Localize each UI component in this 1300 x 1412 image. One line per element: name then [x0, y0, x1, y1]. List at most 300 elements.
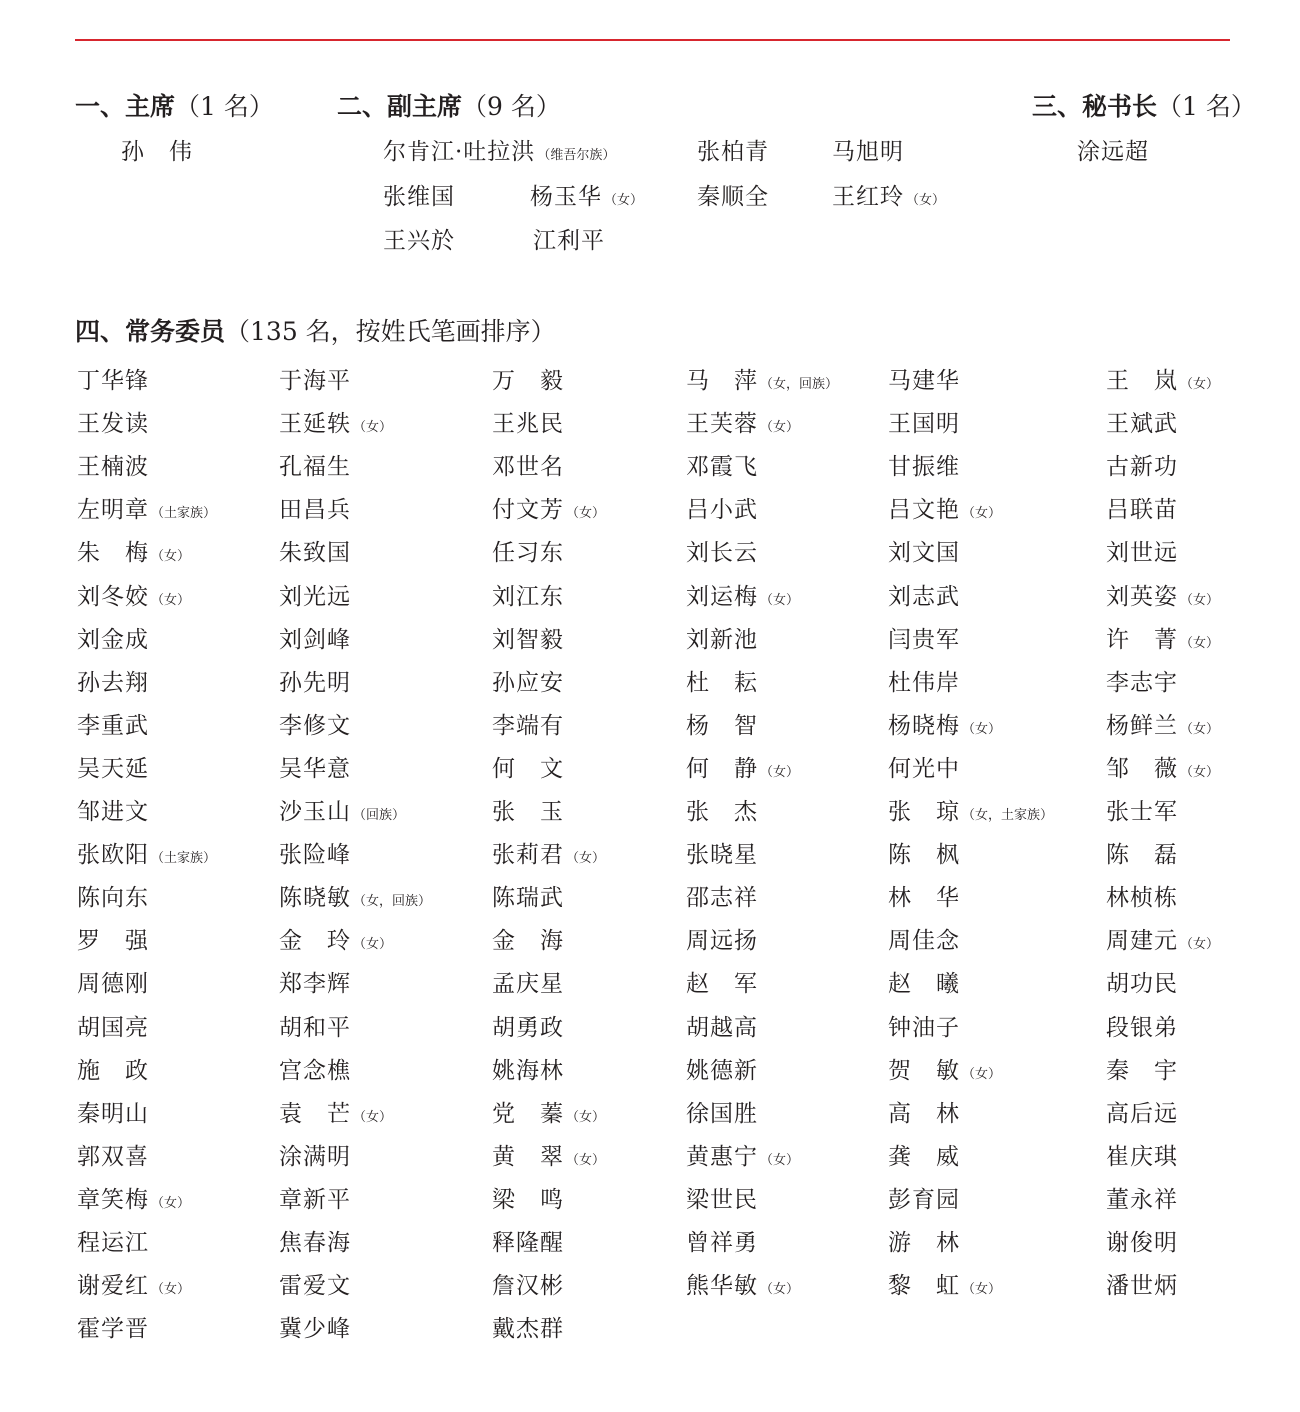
member-name: 张欧阳 [77, 842, 149, 869]
member-name-entry [1106, 1099, 1178, 1129]
member-name-entry [888, 1099, 960, 1129]
member-name-entry [1106, 969, 1178, 999]
member-name: 何 静 [686, 755, 758, 782]
member-note: （女） [353, 937, 393, 953]
member-name: 龚 威 [888, 1143, 960, 1170]
member-name-entry [279, 711, 351, 741]
member-name: 陈 磊 [1106, 842, 1178, 869]
member-name-entry [888, 625, 960, 655]
member-name-entry [77, 538, 190, 572]
member-name: 李端有 [492, 712, 564, 739]
member-name: 何光中 [888, 755, 960, 782]
member-name: 刘剑峰 [279, 626, 351, 653]
member-name: 赵 曦 [888, 971, 960, 998]
member-name-entry [686, 1185, 758, 1215]
member-name: 张晓星 [686, 842, 758, 869]
member-note: （女） [760, 420, 800, 436]
member-note: （女） [906, 193, 946, 208]
member-name: 黎 虹 [888, 1273, 960, 1300]
member-name: 吴华意 [279, 755, 351, 782]
member-name: 梁 鸣 [492, 1186, 564, 1213]
member-name-entry [77, 883, 149, 913]
member-name: 潘世炳 [1106, 1273, 1178, 1300]
member-name-entry [492, 797, 564, 827]
heading-count: （135 名，按姓氏笔画排序） [225, 317, 556, 346]
member-note: （女） [760, 1152, 800, 1168]
member-name-entry [77, 711, 149, 741]
member-note: （女） [566, 1152, 606, 1168]
member-name: 王延轶 [279, 411, 351, 438]
section-heading-vice-chairs [337, 92, 561, 122]
member-name: 刘志武 [888, 583, 960, 610]
member-name-entry [492, 754, 564, 784]
member-name-entry [1106, 840, 1178, 870]
member-note: （女） [760, 592, 800, 608]
member-name-entry [77, 926, 149, 956]
member-name: 杨鲜兰 [1106, 712, 1178, 739]
member-name-entry [279, 1142, 351, 1172]
member-name-entry [77, 1271, 190, 1305]
header-rule [75, 39, 1230, 41]
member-name: 秦顺全 [697, 184, 769, 210]
member-name: 张险峰 [279, 842, 351, 869]
member-name-entry [888, 409, 960, 439]
member-note: （女，回族） [353, 894, 432, 910]
member-name-entry [697, 182, 769, 212]
member-name-entry [1106, 538, 1178, 568]
member-name: 崔庆琪 [1106, 1143, 1178, 1170]
member-name-entry [1106, 1271, 1178, 1301]
member-name: 游 林 [888, 1230, 960, 1256]
member-name: 郭双喜 [77, 1143, 149, 1170]
member-name-entry [888, 582, 960, 612]
member-note: （女） [760, 764, 800, 780]
member-name: 涂远超 [1077, 139, 1149, 165]
member-name-entry [492, 668, 564, 698]
member-name-entry [888, 711, 1001, 745]
member-name-entry [77, 409, 149, 439]
member-name: 段银弟 [1106, 1014, 1178, 1041]
member-name: 高 林 [888, 1100, 960, 1127]
member-name-entry [686, 1013, 758, 1043]
member-note: （女） [151, 1282, 191, 1298]
member-name-entry [686, 538, 758, 568]
member-name: 孔福生 [279, 454, 351, 481]
member-name: 罗 强 [77, 928, 149, 955]
member-name: 章新平 [279, 1186, 351, 1213]
member-name: 焦春海 [279, 1230, 351, 1256]
member-name: 杨晓梅 [888, 712, 960, 739]
member-name: 刘英姿 [1106, 583, 1178, 610]
member-name-entry [888, 1013, 960, 1043]
heading-count: （1 名） [175, 92, 274, 121]
member-name-entry [686, 1228, 758, 1258]
member-name: 李重武 [77, 712, 149, 739]
member-name-entry [686, 366, 838, 400]
member-name: 张士军 [1106, 799, 1178, 825]
member-name: 释隆醒 [492, 1230, 564, 1256]
member-note: （女） [353, 1109, 393, 1125]
member-name-entry [279, 668, 351, 698]
member-name-entry [492, 366, 564, 396]
member-name: 梁世民 [686, 1186, 758, 1213]
member-name-entry [492, 452, 564, 482]
member-name: 周德刚 [77, 971, 149, 998]
member-name: 谢爱红 [77, 1273, 149, 1300]
member-name-entry [888, 668, 960, 698]
member-name: 赵 军 [686, 971, 758, 998]
member-name-entry [686, 625, 758, 655]
member-name: 杨玉华 [530, 184, 602, 210]
member-name: 王发读 [77, 411, 149, 438]
member-name: 胡越高 [686, 1014, 758, 1041]
member-name-entry [686, 797, 758, 827]
member-name-entry [121, 137, 193, 167]
member-name: 杨 智 [686, 712, 758, 739]
member-name: 高后远 [1106, 1100, 1178, 1127]
member-name: 古新功 [1106, 454, 1178, 481]
member-name-entry [492, 1056, 564, 1086]
member-name: 许 菁 [1106, 626, 1178, 653]
member-name: 马建华 [888, 368, 960, 394]
member-name-entry [492, 840, 605, 874]
member-name: 张维国 [383, 184, 455, 210]
member-name-entry [77, 452, 149, 482]
member-name-entry [279, 754, 351, 784]
member-name-entry [279, 582, 351, 612]
member-name-entry [686, 1056, 758, 1086]
member-name-entry [686, 840, 758, 870]
member-note: （回族） [353, 808, 406, 823]
member-note: （女） [1180, 377, 1220, 392]
member-name-entry [686, 1099, 758, 1129]
member-name: 王红玲 [832, 184, 904, 210]
member-name-entry [77, 1013, 149, 1043]
member-name-entry [686, 969, 758, 999]
member-name-entry [686, 1271, 799, 1305]
member-name-entry [279, 495, 351, 525]
member-name-entry [1106, 452, 1178, 482]
member-note: （女） [353, 420, 393, 436]
member-name-entry [279, 969, 351, 999]
member-name-entry [279, 883, 431, 917]
member-name-entry [888, 1185, 960, 1215]
member-name: 袁 芒 [279, 1100, 351, 1127]
member-name: 霍学晋 [77, 1316, 149, 1343]
member-name-entry [686, 452, 758, 482]
member-name-entry [1106, 1013, 1178, 1043]
member-name: 钟油子 [888, 1014, 960, 1041]
member-name: 杜 耘 [686, 669, 758, 696]
member-name-entry [492, 538, 564, 568]
member-name-entry [1106, 1056, 1178, 1086]
heading-title: 二、副主席 [337, 92, 463, 121]
member-name: 马旭明 [832, 139, 904, 165]
member-name: 曾祥勇 [686, 1230, 758, 1256]
member-name-entry [492, 1142, 605, 1176]
member-name-entry [888, 883, 960, 913]
member-name: 孙先明 [279, 669, 351, 696]
member-name: 丁华锋 [77, 368, 149, 394]
section-heading-secretary-general [1032, 92, 1256, 122]
member-name-entry [492, 1013, 564, 1043]
member-name-entry [888, 495, 1001, 529]
member-name-entry [492, 495, 605, 529]
member-name: 胡和平 [279, 1014, 351, 1041]
member-name: 邹 薇 [1106, 755, 1178, 782]
member-name-entry [686, 582, 799, 616]
member-name: 周建元 [1106, 928, 1178, 955]
member-note: （女） [151, 592, 191, 608]
member-name-entry [77, 1228, 149, 1258]
member-name-entry [888, 969, 960, 999]
member-name-entry [888, 366, 960, 396]
member-note: （女） [151, 1195, 191, 1211]
member-name-entry [492, 883, 564, 913]
member-name: 周远扬 [686, 928, 758, 955]
member-name-entry [279, 1271, 351, 1301]
member-name-entry [492, 1271, 564, 1301]
member-name-entry [888, 840, 960, 870]
member-note: （女） [962, 1282, 1002, 1298]
member-name: 于海平 [279, 368, 351, 394]
member-note: （女） [962, 721, 1002, 737]
member-name: 吕小武 [686, 497, 758, 524]
member-name: 朱致国 [279, 540, 351, 567]
heading-count: （9 名） [462, 92, 561, 121]
member-name: 张柏青 [697, 139, 769, 165]
member-name-entry [77, 366, 149, 396]
member-name: 孙去翔 [77, 669, 149, 696]
member-name-entry [492, 969, 564, 999]
heading-count: （1 名） [1157, 92, 1256, 121]
member-name-entry [492, 1228, 564, 1258]
member-note: （女） [1180, 764, 1220, 780]
member-name-entry [492, 625, 564, 655]
member-name-entry [279, 840, 351, 870]
member-name: 张 杰 [686, 799, 758, 825]
member-name-entry [1106, 754, 1219, 788]
member-name: 雷爱文 [279, 1273, 351, 1300]
member-name: 冀少峰 [279, 1316, 351, 1343]
member-name-entry [77, 582, 190, 616]
member-name-entry [1077, 137, 1149, 167]
member-name-entry [1106, 668, 1178, 698]
member-name-entry [686, 754, 799, 788]
member-name: 张莉君 [492, 842, 564, 869]
member-name-entry [888, 797, 1053, 831]
member-name: 陈瑞武 [492, 885, 564, 912]
member-name-entry [279, 452, 351, 482]
member-name: 田昌兵 [279, 497, 351, 524]
member-name: 陈晓敏 [279, 885, 351, 912]
member-note: （女） [1180, 937, 1220, 953]
member-name: 邹进文 [77, 799, 149, 825]
member-name: 涂满明 [279, 1143, 351, 1170]
member-name: 左明章 [77, 497, 149, 524]
member-name: 刘世远 [1106, 540, 1178, 567]
member-name-entry [77, 1314, 149, 1344]
member-name: 付文芳 [492, 497, 564, 524]
member-name-entry [279, 1314, 351, 1344]
member-name: 王国明 [888, 411, 960, 438]
member-name-entry [279, 1056, 351, 1086]
member-note: （女，土家族） [962, 808, 1054, 823]
member-name-entry [492, 409, 564, 439]
member-name-entry [77, 1099, 149, 1129]
member-name: 黄惠宁 [686, 1143, 758, 1170]
member-name: 闫贵军 [888, 626, 960, 653]
member-name: 甘振维 [888, 454, 960, 481]
member-name-entry [279, 366, 351, 396]
member-name: 孟庆星 [492, 971, 564, 998]
member-name: 王兴於 [383, 228, 455, 254]
member-name: 刘运梅 [686, 583, 758, 610]
member-name-entry [1106, 1185, 1178, 1215]
member-name-entry [77, 495, 216, 529]
member-name-entry [279, 926, 392, 960]
member-name: 刘冬姣 [77, 583, 149, 610]
member-name-entry [77, 1142, 149, 1172]
member-note: （女） [1180, 635, 1220, 651]
member-name-entry [77, 797, 149, 827]
member-name: 何 文 [492, 755, 564, 782]
member-name: 王兆民 [492, 411, 564, 438]
member-name-entry [1106, 797, 1178, 827]
member-name-entry [279, 1013, 351, 1043]
member-name: 刘光远 [279, 583, 351, 610]
section-heading-chair [75, 92, 274, 122]
member-name-entry [279, 409, 392, 443]
member-name: 秦明山 [77, 1100, 149, 1127]
member-name-entry [1106, 926, 1219, 960]
member-name: 林 华 [888, 885, 960, 912]
member-name: 吕文艳 [888, 497, 960, 524]
member-name: 黄 翠 [492, 1143, 564, 1170]
member-name-entry [832, 182, 945, 216]
member-name-entry [1106, 883, 1178, 913]
member-note: （女） [760, 1282, 800, 1298]
member-name: 杜伟岸 [888, 669, 960, 696]
member-name: 施 政 [77, 1057, 149, 1084]
member-name: 李修文 [279, 712, 351, 739]
member-name-entry [279, 797, 405, 831]
member-name-entry [492, 926, 564, 956]
member-name-entry [279, 1099, 392, 1133]
member-name: 章笑梅 [77, 1186, 149, 1213]
member-name: 胡勇政 [492, 1014, 564, 1041]
member-name-entry [1106, 625, 1219, 659]
member-name: 张 琼 [888, 799, 960, 825]
member-name-entry [1106, 1228, 1178, 1258]
member-name-entry [1106, 711, 1219, 745]
member-name: 宫念樵 [279, 1057, 351, 1084]
member-name: 程运江 [77, 1230, 149, 1256]
member-name-entry [686, 926, 758, 956]
member-note: （女） [566, 506, 606, 522]
member-name-entry [697, 137, 769, 167]
member-name: 王芙蓉 [686, 411, 758, 438]
member-name: 王 岚 [1106, 368, 1178, 394]
member-note: （女） [566, 1109, 606, 1125]
member-name: 陈向东 [77, 885, 149, 912]
member-name: 孙 伟 [121, 139, 193, 165]
member-note: （女） [566, 851, 606, 867]
member-name: 贺 敏 [888, 1057, 960, 1084]
member-name-entry [1106, 495, 1178, 525]
member-name-entry [492, 1185, 564, 1215]
member-name: 王楠波 [77, 454, 149, 481]
member-name: 刘长云 [686, 540, 758, 567]
member-name-entry [492, 1099, 605, 1133]
member-name-entry [888, 754, 960, 784]
member-name: 周佳念 [888, 928, 960, 955]
member-name-entry [279, 625, 351, 655]
member-name: 刘江东 [492, 583, 564, 610]
member-name: 吴天延 [77, 755, 149, 782]
member-note: （土家族） [151, 851, 217, 867]
member-note: （女） [151, 549, 191, 565]
member-name-entry [1106, 366, 1219, 400]
member-name-entry [686, 409, 799, 443]
member-name-entry [888, 1142, 960, 1172]
member-name: 姚德新 [686, 1057, 758, 1084]
member-name-entry [383, 226, 455, 256]
member-name: 尔肯江·吐拉洪 [383, 139, 536, 165]
member-name-entry [77, 754, 149, 784]
member-name-entry [533, 226, 605, 256]
member-name-entry [832, 137, 904, 167]
member-name: 林桢栋 [1106, 885, 1178, 912]
member-name-entry [530, 182, 643, 216]
member-name: 姚海林 [492, 1057, 564, 1084]
member-name: 金 海 [492, 928, 564, 955]
member-name: 邓霞飞 [686, 454, 758, 481]
member-name: 刘金成 [77, 626, 149, 653]
member-name-entry [492, 582, 564, 612]
member-note: （女） [962, 1066, 1002, 1082]
member-name-entry [888, 1271, 1001, 1305]
member-name-entry [1106, 1142, 1178, 1172]
member-note: （女） [962, 506, 1002, 522]
member-name-entry [1106, 582, 1219, 616]
member-name-entry [77, 969, 149, 999]
member-name-entry [383, 137, 615, 171]
member-name: 胡功民 [1106, 971, 1178, 998]
member-name-entry [686, 495, 758, 525]
member-name-entry [279, 538, 351, 568]
member-name-entry [1106, 409, 1178, 439]
member-name: 詹汉彬 [492, 1273, 564, 1300]
member-name: 胡国亮 [77, 1014, 149, 1041]
member-note: （女，回族） [760, 377, 839, 392]
member-name: 徐国胜 [686, 1100, 758, 1127]
member-name: 吕联苗 [1106, 497, 1178, 524]
member-name: 万 毅 [492, 368, 564, 394]
member-name-entry [888, 452, 960, 482]
member-name: 秦 宇 [1106, 1057, 1178, 1084]
member-name: 邵志祥 [686, 885, 758, 912]
member-name-entry [686, 1142, 799, 1176]
member-name: 刘智毅 [492, 626, 564, 653]
member-name: 谢俊明 [1106, 1230, 1178, 1256]
member-name-entry [383, 182, 455, 212]
member-name: 马 萍 [686, 368, 758, 394]
member-name: 郑李辉 [279, 971, 351, 998]
member-name: 任习东 [492, 540, 564, 567]
member-name: 王斌武 [1106, 411, 1178, 438]
member-note: （女） [1180, 721, 1220, 737]
